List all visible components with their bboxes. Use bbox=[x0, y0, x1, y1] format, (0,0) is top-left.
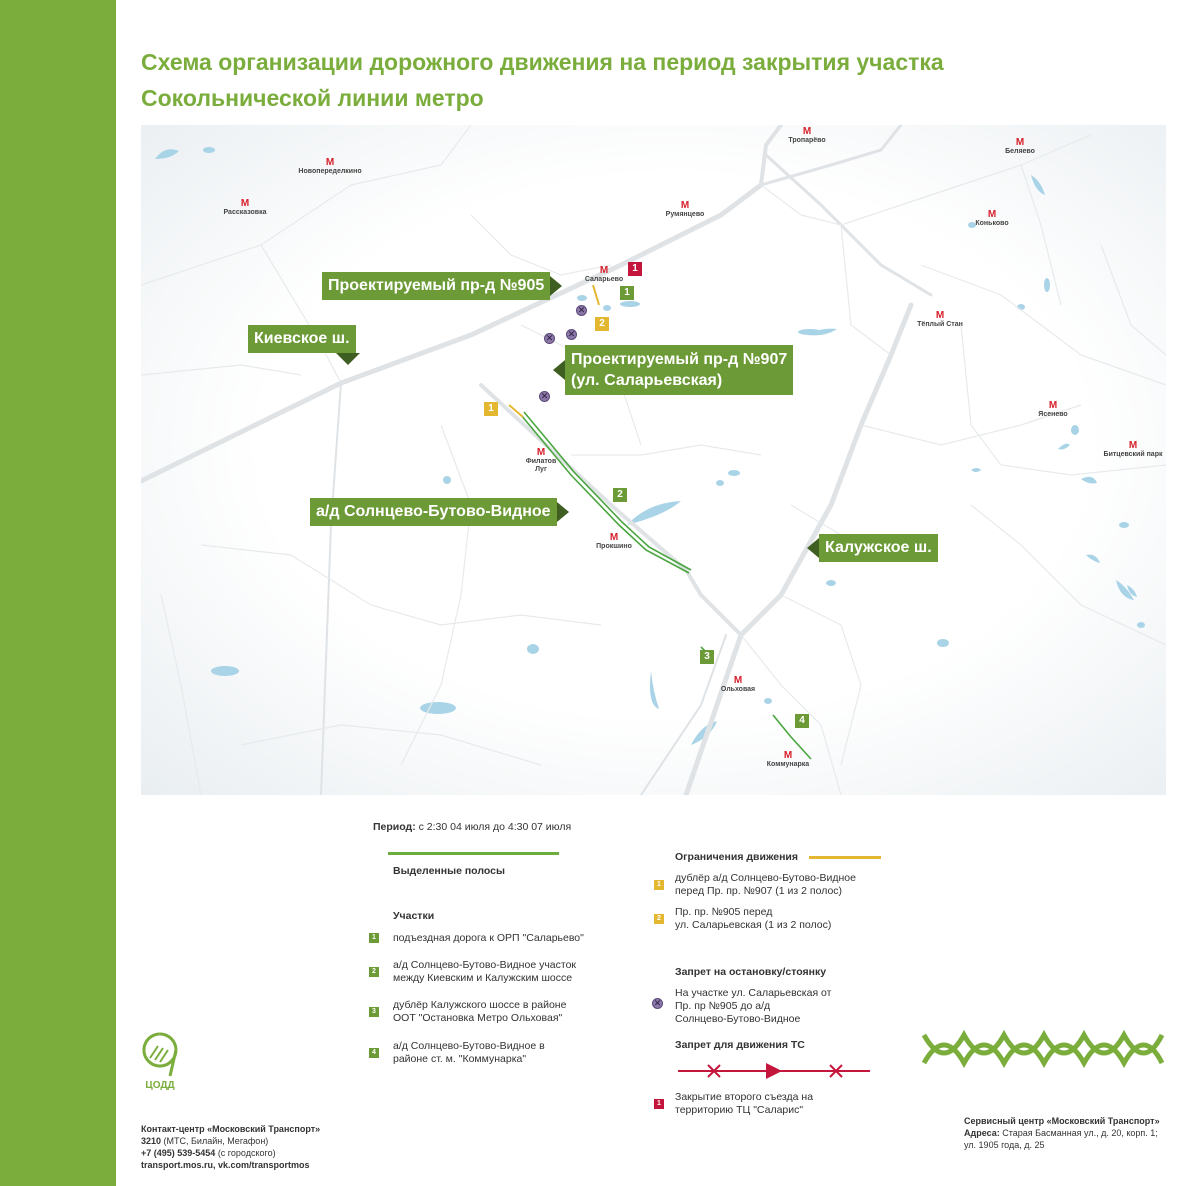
title-line-1: Схема организации дорожного движения на период закрытия участка bbox=[141, 49, 944, 75]
legend-section-3 bbox=[393, 999, 566, 1025]
section-3-line-1: дублёр Калужского шоссе в районе bbox=[393, 999, 567, 1011]
section-4-line-1: а/д Солнцево-Бутово-Видное в bbox=[393, 1040, 545, 1052]
section-4-line-2: районе ст. м. "Коммунарка" bbox=[393, 1053, 527, 1065]
website-links[interactable] bbox=[141, 1159, 320, 1171]
station-teply-stan[interactable] bbox=[917, 311, 963, 329]
metro-icon: М bbox=[1048, 400, 1058, 411]
marker-section-4[interactable]: 4 bbox=[795, 714, 809, 728]
address-label: Адреса: bbox=[964, 1128, 1000, 1138]
codd-logo-icon bbox=[140, 1030, 182, 1080]
address-line-2: ул. 1905 года, д. 25 bbox=[964, 1140, 1045, 1150]
metro-icon: М bbox=[325, 157, 335, 168]
service-title-text: Сервисный центр «Московский Транспорт» bbox=[964, 1116, 1160, 1126]
marker-section-2[interactable]: 2 bbox=[613, 488, 627, 502]
metro-icon: М bbox=[935, 310, 945, 321]
flag-proezd-907-line-1: Проектируемый пр-д №907 bbox=[571, 351, 788, 368]
station-novoperedelkino[interactable] bbox=[298, 158, 361, 176]
service-center bbox=[964, 1115, 1160, 1151]
station-name: Коньково bbox=[975, 220, 1009, 227]
station-name: Тропарёво bbox=[788, 137, 826, 144]
nostop-icon[interactable]: ✕ bbox=[545, 333, 554, 343]
phone-short-note: (МТС, Билайн, Мегафон) bbox=[161, 1136, 269, 1146]
metro-icon: М bbox=[609, 532, 619, 543]
dedicated-lanes-line bbox=[388, 852, 559, 855]
restriction-1-line-2: перед Пр. пр. №907 (1 из 2 полос) bbox=[675, 885, 843, 897]
legend-section-2 bbox=[393, 959, 576, 985]
legend-section-marker: 2 bbox=[369, 967, 379, 977]
green-sidebar bbox=[0, 0, 116, 1186]
station-name: Битцевский парк bbox=[1103, 451, 1163, 458]
nostop-line-1: На участке ул. Саларьевская от bbox=[675, 987, 832, 999]
section-2-line-1: а/д Солнцево-Бутово-Видное участок bbox=[393, 959, 577, 971]
station-prokshino[interactable] bbox=[596, 533, 632, 551]
flag-proezd-905: Проектируемый пр-д №905 bbox=[322, 272, 550, 300]
nostop-title: Запрет на остановку/стоянку bbox=[675, 966, 827, 978]
marker-closure-1[interactable]: 1 bbox=[628, 262, 642, 276]
dedicated-lanes-label: Выделенные полосы bbox=[393, 865, 505, 877]
legend-closure-marker: 1 bbox=[654, 1099, 664, 1109]
contact-center bbox=[141, 1123, 320, 1171]
station-name: Румянцево bbox=[665, 211, 705, 218]
codd-logo-text: ЦОДД bbox=[145, 1080, 175, 1091]
period-value: с 2:30 04 июля до 4:30 07 июля bbox=[415, 821, 572, 833]
metro-icon: М bbox=[987, 209, 997, 220]
station-name-line-2: Луг bbox=[535, 466, 547, 473]
phone-long[interactable]: +7 (495) 539-5454 bbox=[141, 1148, 216, 1158]
legend-section-marker: 4 bbox=[369, 1048, 379, 1058]
station-kommunarka[interactable] bbox=[767, 751, 809, 769]
closure-line-1: Закрытие второго съезда на bbox=[675, 1091, 814, 1103]
station-rumyantsevo[interactable] bbox=[666, 201, 705, 219]
address-part-1: Старая Басманная ул., д. 20, корп. 1; bbox=[999, 1128, 1158, 1138]
mos-transport-line-1: Московский bbox=[35, 1078, 83, 1087]
station-rasskazovka[interactable] bbox=[223, 199, 266, 217]
restriction-2-line-1: Пр. пр. №905 перед bbox=[675, 906, 773, 918]
sections-title: Участки bbox=[393, 910, 435, 922]
station-belyaevo[interactable] bbox=[1005, 138, 1035, 156]
map-area[interactable] bbox=[141, 125, 1166, 795]
nostop-icon[interactable]: ✕ bbox=[567, 329, 576, 339]
nostop-line-3: Солнцево-Бутово-Видное bbox=[675, 1013, 801, 1025]
marker-section-1[interactable]: 1 bbox=[620, 286, 634, 300]
station-name: Коммунарка bbox=[766, 761, 810, 768]
metro-icon: М bbox=[1128, 440, 1138, 451]
station-troparevo[interactable] bbox=[788, 127, 825, 145]
flag-proezd-907 bbox=[565, 345, 793, 395]
website-links-text[interactable]: transport.mos.ru, vk.com/transportmos bbox=[141, 1160, 310, 1170]
mos-transport-line-2: Транспорт bbox=[38, 1088, 80, 1097]
section-3-line-2: ООТ "Остановка Метро Ольховая" bbox=[393, 1012, 563, 1024]
station-name: Прокшино bbox=[596, 543, 632, 550]
address-line-1 bbox=[964, 1127, 1160, 1139]
station-olkhovaya[interactable] bbox=[721, 676, 755, 694]
legend-restriction-marker: 2 bbox=[654, 914, 664, 924]
noentry-symbol bbox=[678, 1060, 872, 1082]
legend-section-1 bbox=[393, 932, 584, 945]
station-name: Саларьево bbox=[584, 276, 624, 283]
station-name: Ясенево bbox=[1038, 411, 1068, 418]
legend-section-marker: 1 bbox=[369, 933, 379, 943]
nostop-icon[interactable]: ✕ bbox=[540, 391, 549, 401]
legend-section-4 bbox=[393, 1040, 545, 1066]
contact-title bbox=[141, 1123, 320, 1135]
marker-restriction-2[interactable]: 2 bbox=[595, 317, 609, 331]
closure-line-2: территорию ТЦ "Саларис" bbox=[675, 1104, 804, 1116]
period-line bbox=[373, 821, 571, 834]
station-salarevo[interactable] bbox=[585, 266, 623, 284]
restriction-1-line-1: дублёр а/д Солнцево-Бутово-Видное bbox=[675, 872, 856, 884]
metro-icon: М bbox=[783, 750, 793, 761]
station-name: Новопеределкино bbox=[298, 168, 362, 175]
metro-icon: М bbox=[680, 200, 690, 211]
nostop-icon: ✕ bbox=[653, 998, 662, 1008]
mos-transport-logo-icon bbox=[40, 1030, 80, 1078]
contact-title-text: Контакт-центр «Московский Транспорт» bbox=[141, 1124, 321, 1134]
phone-long-note: (с городского) bbox=[215, 1148, 276, 1158]
flag-solntsevo-butovo-vidnoe: а/д Солнцево-Бутово-Видное bbox=[310, 498, 557, 526]
restriction-2-line-2: ул. Саларьевская (1 из 2 полос) bbox=[675, 919, 832, 931]
metro-icon: М bbox=[802, 126, 812, 137]
marker-section-3[interactable]: 3 bbox=[700, 650, 714, 664]
metro-icon: М bbox=[1015, 137, 1025, 148]
restrictions-title: Ограничения движения bbox=[675, 851, 799, 863]
legend-section-marker: 3 bbox=[369, 1007, 379, 1017]
legend-restriction-marker: 1 bbox=[654, 880, 664, 890]
restrictions-line bbox=[809, 856, 881, 859]
flag-kaluzhskoe-shosse: Калужское ш. bbox=[819, 534, 938, 562]
station-name: Ольховая bbox=[720, 686, 756, 693]
phone-long-line bbox=[141, 1147, 320, 1159]
nostop-line-2: Пр. пр №905 до а/д bbox=[675, 1000, 771, 1012]
station-filatov-lug[interactable] bbox=[526, 448, 557, 474]
station-name: Беляево bbox=[1005, 148, 1035, 155]
marker-restriction-1[interactable]: 1 bbox=[484, 402, 498, 416]
period-label: Период: bbox=[373, 821, 416, 833]
phone-short-line bbox=[141, 1135, 320, 1147]
page-title bbox=[141, 44, 1101, 116]
metro-icon: М bbox=[240, 198, 250, 209]
decorative-wave-ornament bbox=[920, 1027, 1166, 1071]
section-2-line-2: между Киевским и Калужским шоссе bbox=[393, 972, 573, 984]
mos-transport-logo-text bbox=[24, 1078, 94, 1098]
metro-icon: М bbox=[599, 265, 609, 276]
nostop-description bbox=[675, 987, 831, 1026]
water-bodies bbox=[155, 147, 1145, 745]
map-base bbox=[141, 125, 1166, 795]
station-konkovo[interactable] bbox=[975, 210, 1008, 228]
service-title bbox=[964, 1115, 1160, 1127]
closure-description bbox=[675, 1091, 813, 1117]
station-yasenevo[interactable] bbox=[1038, 401, 1067, 419]
metro-icon: М bbox=[733, 675, 743, 686]
phone-short[interactable]: 3210 bbox=[141, 1136, 162, 1146]
metro-icon: М bbox=[536, 447, 546, 458]
station-name: Тёплый Стан bbox=[917, 321, 963, 328]
station-name: Рассказовка bbox=[223, 209, 267, 216]
legend-restriction-2 bbox=[675, 906, 831, 932]
title-line-2: Сокольнической линии метро bbox=[141, 85, 484, 111]
section-1-line-1: подъездная дорога к ОРП "Саларьево" bbox=[393, 932, 584, 944]
station-bittsevsky-park[interactable] bbox=[1104, 441, 1163, 459]
legend-restriction-1 bbox=[675, 872, 856, 898]
station-name-line-1: Филатов bbox=[525, 458, 557, 465]
nostop-icon[interactable]: ✕ bbox=[577, 305, 586, 315]
flag-kievskoe-shosse: Киевское ш. bbox=[248, 325, 356, 353]
noentry-title: Запрет для движения ТС bbox=[675, 1039, 805, 1051]
flag-proezd-907-line-2: (ул. Саларьевская) bbox=[571, 372, 723, 389]
